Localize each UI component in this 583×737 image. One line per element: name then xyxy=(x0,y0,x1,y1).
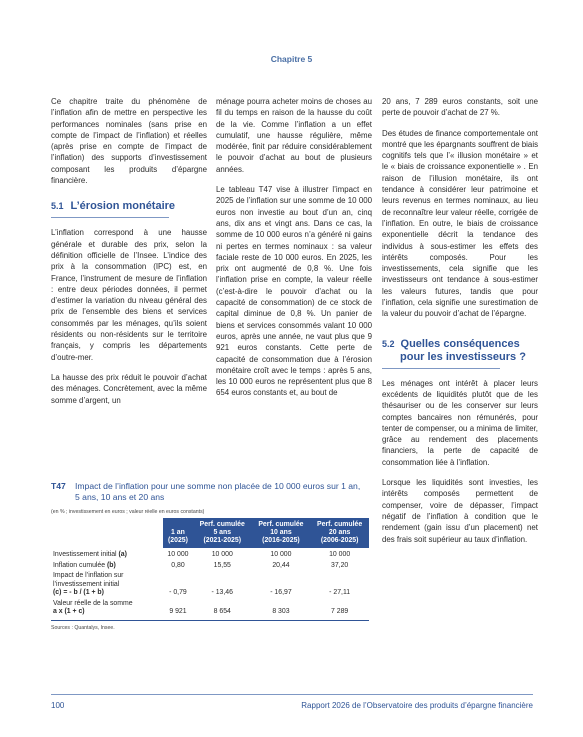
body-paragraph: Les ménages ont intérêt à placer leurs excédents de liquidités plutôt que de les thésauriser ou de les conserver sur leurs comptes bancaires non rémunérés, pour tenter de compenser, ou a minima de limiter, grâce au rendement des placements financiers, la perte de capacité de consommation liée à l’inflation. xyxy=(382,378,538,467)
section-title-line2: pour les investisseurs ? xyxy=(400,350,526,363)
inflation-impact-table xyxy=(51,518,369,621)
table-cell: 37,20 xyxy=(331,561,349,569)
inflation-table-block xyxy=(51,481,369,631)
intro-paragraph: Ce chapitre traite du phénomène de l’inflation afin de mettre en perspective les performances nominales (sans prise en compte de l’impact de l’inflation) et réelles (après prise en compte de l’impact de l’inflation) des supports d’investissement composant les produits d’épargne financière. xyxy=(51,97,207,186)
footer-divider xyxy=(51,694,533,695)
table-cell: - 27,11 xyxy=(329,589,351,596)
row-label: Valeur réelle de la somme a x (1 + c) xyxy=(51,599,163,621)
body-paragraph: L’inflation correspond à une hausse générale et durable des prix, selon la définition officielle de l’Insee. L’indice des prix à la consommation (IPC) est, en France, l’instrument de mesure de l’inflation : entre deux périodes données, il permet d’estimer la variation du niveau général des prix de l’ensemble des biens et services consommés par les ménages, qu’ils soient résidents ou non-résidents sur le territoire français, y compris les départements d’outre-mer. xyxy=(51,228,207,362)
body-paragraph: 20 ans, 7 289 euros constants, soit une perte de pouvoir d’achat de 27 %. xyxy=(382,97,538,118)
table-cell: 8 654 xyxy=(193,599,252,621)
body-paragraph: Lorsque les liquidités sont investies, les intérêts composés permettent de compenser, voire de dépasser, l’impact négatif de l’inflation à condition que le rendement (gain issu d’un placement) net des frais soit supérieur au taux d’inflation. xyxy=(382,478,538,544)
header-blank-cell xyxy=(51,518,163,548)
text-column-3 xyxy=(382,96,538,554)
section-number: 5.1 xyxy=(51,201,64,212)
table-cell: 0,80 xyxy=(171,561,185,569)
table-cell: 10 000 xyxy=(329,551,351,558)
section-title-line1: Quelles conséquences xyxy=(400,337,520,350)
table-title: Impact de l’inflation pour une somme non placée de 10 000 euros sur 1 an, 5 ans, 10 ans et 20 ans xyxy=(75,481,361,502)
table-cell: 7 289 xyxy=(310,599,369,621)
section-divider xyxy=(382,368,500,369)
table-number: T47 xyxy=(51,481,66,491)
column-header-10-years: Perf. cumulée 10 ans (2016-2025) xyxy=(252,518,311,548)
body-paragraph: Le tableau T47 vise à illustrer l’impact en 2025 de l’inflation sur une somme de 10 000 euros non investie au bout d’un an, cinq ans, dix ans et vingt ans. Dans ce cas, la somme de 10 000 euros n’a généré ni gains ni pertes en termes nominaux : sa valeur faciale reste de 10 000 euros. En 2025, les prix ont augmenté de 0,8 %. Une fois l’inflation prise en compte, la valeur réelle (c’est-à-dire le pouvoir d’achat ou la capacité de consommation) de ce stock de capital diminue de 0,8 %. Un panier de biens et services consommés valant 10 000 euros, après une année, ne vaut plus que 9 921 euros constants. Cette perte de capacité de consommation due à l’érosion monétaire croît avec le temps : après 5 ans, les 10 000 euros ne représentent plus que 8 654 euros constants et, au bout de xyxy=(216,185,372,398)
section-heading-5-1 xyxy=(51,200,207,213)
table-cell: 9 921 xyxy=(163,599,193,621)
table-cell: - 13,46 xyxy=(211,589,233,596)
chapter-header: Chapitre 5 xyxy=(270,54,313,64)
section-number: 5.2 xyxy=(382,338,395,349)
column-header-5-years: Perf. cumulée 5 ans (2021-2025) xyxy=(193,518,252,548)
table-source: Sources : Quantalys, Insee. xyxy=(51,624,115,631)
table-cell: - 0,79 xyxy=(169,589,187,596)
table-row xyxy=(51,561,369,572)
table-cell: 10 000 xyxy=(167,551,189,558)
body-paragraph: La hausse des prix réduit le pouvoir d’achat des ménages. Concrètement, avec la même somme d’argent, un xyxy=(51,372,207,405)
body-paragraph: Des études de finance comportementale ont montré que les épargnants souffrent de biais cognitifs tels que l’« illusion monétaire » et le « biais de croissance exponentielle » . En raison de l’illusion monétaire, ils ont tendance à considérer leur patrimoine et leurs revenus en termes nominaux, au lieu de reconnaître leur valeur réelle, corrigée de l’inflation. En outre, le biais de croissance exponentielle décrit la tendance des individus à sous-estimer les effets des intérêts composés. Pour les investissements, cela signifie que les investisseurs ont tendance à sous-estimer les valeurs futures, tandis que pour l’inflation, cela signifie une surestimation de la valeur du pouvoir d’achat de l’épargne. xyxy=(382,128,539,319)
section-heading-5-2 xyxy=(382,338,538,364)
table-cell: - 16,97 xyxy=(270,589,292,596)
footer-report-title: Rapport 2026 de l’Observatoire des produits d’épargne financière xyxy=(301,701,533,710)
table-cell: 20,44 xyxy=(272,561,290,569)
table-header-row xyxy=(51,518,369,548)
text-column-2 xyxy=(216,96,372,408)
column-header-1-year: 1 an (2025) xyxy=(163,518,193,548)
row-label: Inflation cumulée (b) xyxy=(53,561,116,569)
table-cell: 8 303 xyxy=(252,599,311,621)
section-title: L’érosion monétaire xyxy=(70,200,176,213)
table-row xyxy=(51,571,369,599)
text-column-1 xyxy=(51,96,207,415)
table-cell: 15,55 xyxy=(213,561,231,569)
page-number: 100 xyxy=(51,701,65,710)
row-label: Impact de l’inflation sur l’investissement initial (c) = - b / (1 + b) xyxy=(53,572,124,596)
section-divider xyxy=(51,217,169,218)
table-row xyxy=(51,548,369,561)
table-cell: 10 000 xyxy=(211,551,233,558)
table-caption xyxy=(51,481,369,503)
table-unit-note: (en % ; investissement en euros ; valeur réelle en euros constants) xyxy=(51,509,205,515)
body-paragraph: ménage pourra acheter moins de choses au fil du temps en raison de la hausse du coût de la vie. Comme l’inflation a un effet cumulatif, une hausse régulière, même modérée, finit par réduire considérablement le pouvoir d’achat au bout de plusieurs années. xyxy=(216,97,372,174)
row-label: Investissement initial (a) xyxy=(53,551,127,558)
table-cell: 10 000 xyxy=(270,551,292,558)
table-row xyxy=(51,599,369,621)
column-header-20-years: Perf. cumulée 20 ans (2006-2025) xyxy=(310,518,369,548)
